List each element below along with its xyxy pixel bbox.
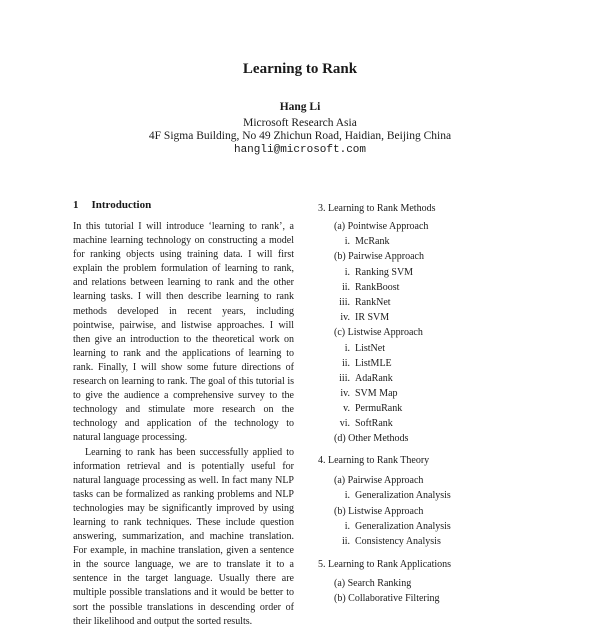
- outline-item: (c) Listwise Approach: [334, 327, 423, 338]
- outline-subitem: vi. SoftRank: [334, 418, 393, 430]
- outline-subitem: i. Ranking SVM: [334, 267, 413, 279]
- roman-numeral: ii.: [341, 282, 350, 293]
- outline-item: (a) Search Ranking: [334, 578, 412, 589]
- roman-numeral: iii.: [339, 297, 350, 308]
- section-title: Introduction: [91, 199, 152, 211]
- outline-section-4: 4. Learning to Rank Theory: [318, 455, 430, 466]
- outline-item: (b) Collaborative Filtering: [334, 593, 440, 604]
- paper-title: Learning to Rank: [242, 61, 358, 77]
- roman-numeral: ii.: [341, 536, 350, 547]
- outline-subitem: ii. Consistency Analysis: [334, 536, 441, 548]
- outline-item: (a) Pointwise Approach: [334, 221, 429, 232]
- intro-paragraph-1: In this tutorial I will introduce ‘learning to rank’, a machine learning technology on constructing a model for ranking objects using training data. I will first explain the problem formulation of learning to rank, and relations between learning to rank and the other learning tasks. I will then describe learning to rank methods developed in recent years, including pointwise, pairwise, and listwise approaches. I will then give an introduction to the theoretical work on learning to rank and the applications of learning to rank. Finally, I will show some future directions of research on learning to rank. The goal of this tutorial is to give the audience a comprehensive survey to the technology and stimulate more research on the technology and application of the technology to natural language processing.: [73, 221, 294, 444]
- outline-subitem: iv. IR SVM: [334, 312, 389, 324]
- outline-subitem: iii. AdaRank: [334, 373, 393, 385]
- roman-numeral: i.: [344, 343, 350, 354]
- roman-numeral: iii.: [339, 373, 350, 384]
- outline-subitem: iii. RankNet: [334, 297, 391, 309]
- roman-numeral: i.: [344, 521, 350, 532]
- outline-item: (b) Listwise Approach: [334, 506, 424, 517]
- outline-item: (b) Pairwise Approach: [334, 251, 424, 262]
- outline-section-5: 5. Learning to Rank Applications: [318, 559, 452, 570]
- author-email: hangli@microsoft.com: [233, 144, 367, 156]
- outline-section-3: 3. Learning to Rank Methods: [318, 203, 436, 214]
- roman-numeral: v.: [343, 403, 350, 414]
- outline-subitem: v. PermuRank: [334, 403, 402, 415]
- author-address: 4F Sigma Building, No 49 Zhichun Road, Haidian, Beijing China: [148, 130, 452, 142]
- roman-numeral: vi.: [339, 418, 350, 429]
- section-number: 1: [73, 199, 79, 211]
- roman-numeral: ii.: [341, 358, 350, 369]
- roman-numeral: iv.: [340, 388, 350, 399]
- outline-subitem: i. ListNet: [334, 343, 385, 355]
- author-name: Hang Li: [279, 101, 321, 113]
- outline-subitem: ii. ListMLE: [334, 358, 392, 370]
- roman-numeral: i.: [344, 267, 350, 278]
- outline-subitem: iv. SVM Map: [334, 388, 398, 400]
- outline-item: (d) Other Methods: [334, 433, 409, 444]
- roman-numeral: i.: [344, 236, 350, 247]
- outline-subitem: i. Generalization Analysis: [334, 521, 451, 533]
- outline-item: (a) Pairwise Approach: [334, 475, 424, 486]
- outline-subitem: i. McRank: [334, 236, 389, 248]
- author-affiliation: Microsoft Research Asia: [243, 117, 357, 129]
- outline-subitem: ii. RankBoost: [334, 282, 399, 294]
- roman-numeral: i.: [344, 490, 350, 501]
- outline-subitem: i. Generalization Analysis: [334, 490, 451, 502]
- intro-paragraph-2: Learning to rank has been successfully applied to information retrieval and is potentially useful for natural language processing as well. In fact many NLP tasks can be formalized as ranking problems and NLP technologies may be significantly improved by using learning to rank techniques. These include question answering, summarization, and machine translation. For example, in machine translation, given a sentence in the source language, we are to translate it to a sentence in the target language. Usually there are multiple possible translations and it would be better to sort the possible translations in descending order of their likelihood and output the sorted results.: [73, 446, 294, 627]
- roman-numeral: iv.: [340, 312, 350, 323]
